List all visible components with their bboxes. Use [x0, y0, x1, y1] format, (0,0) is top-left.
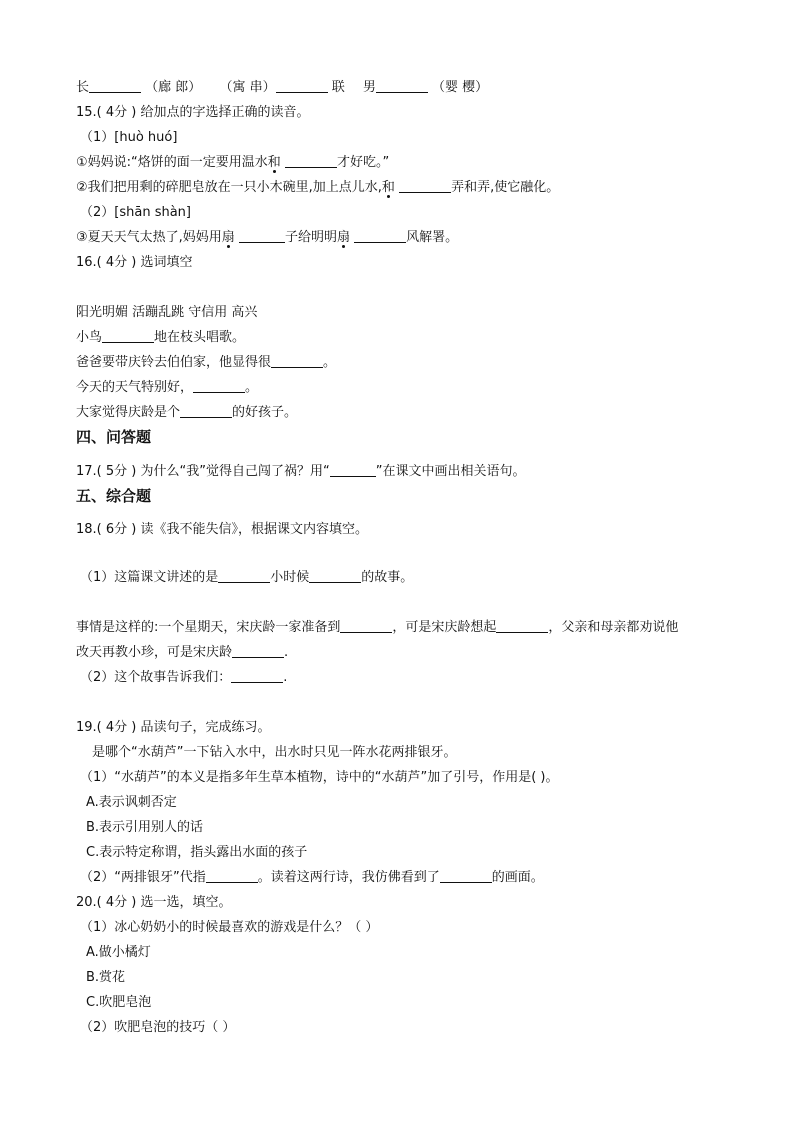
answer-blank[interactable]: [218, 569, 270, 583]
answer-blank[interactable]: [102, 329, 154, 343]
question-17: 17.( 5分 ) 为什么“我”觉得自己闯了祸？用“ ”在课文中画出相关语句。: [76, 464, 526, 479]
answer-blank[interactable]: [239, 229, 285, 243]
q19-part-1: （1）“水葫芦”的本义是指多年生草本植物，诗中的“水葫芦”加了引号，作用是( )。: [80, 770, 559, 785]
answer-blank[interactable]: [285, 154, 337, 168]
q16-sentence-1: 小鸟 地在枝头唱歌。: [76, 330, 246, 345]
section-5-heading: 五、综合题: [76, 487, 152, 505]
q19-option-a[interactable]: A.表示讽刺否定: [86, 795, 177, 810]
q16-sentence-4: 大家觉得庆龄是个 的好孩子。: [76, 405, 298, 420]
q15-sentence-1: ①妈妈说:“烙饼的面一定要用温水和 才好吃。”: [76, 155, 390, 170]
answer-blank[interactable]: [232, 644, 284, 658]
answer-blank[interactable]: [496, 619, 548, 633]
q15-sentence-3: ③夏天天气太热了,妈妈用扇 子给明明扇 风解署。: [76, 230, 459, 245]
q20-part-2: （2）吹肥皂泡的技巧（ ）: [80, 1020, 236, 1035]
q15-sentence-2: ②我们把用剩的碎肥皂放在一只小木碗里,加上点儿水,和 弄和弄,使它融化。: [76, 180, 560, 195]
q18-part-2: （2）这个故事告诉我们： .: [80, 670, 288, 685]
dotted-char: 扇: [221, 230, 235, 245]
question-16-title: 16.( 4分 ) 选词填空: [76, 255, 193, 270]
question-20-title: 20.( 4分 ) 选一选，填空。: [76, 895, 232, 910]
answer-blank[interactable]: [399, 179, 451, 193]
q20-option-c[interactable]: C.吹肥皂泡: [86, 995, 152, 1010]
q20-option-a[interactable]: A.做小橘灯: [86, 945, 151, 960]
question-18-title: 18.( 6分 ) 读《我不能失信》，根据课文内容填空。: [76, 522, 368, 537]
q16-word-bank: 阳光明媚 活蹦乱跳 守信用 高兴: [76, 305, 258, 320]
q20-option-b[interactable]: B.赏花: [86, 970, 126, 985]
q16-sentence-2: 爸爸要带庆铃去伯伯家，他显得很 。: [76, 355, 337, 370]
q16-sentence-3: 今天的天气特别好， 。: [76, 380, 259, 395]
answer-blank[interactable]: [231, 669, 283, 683]
answer-blank[interactable]: [376, 79, 428, 93]
answer-blank[interactable]: [354, 229, 406, 243]
word-choice-line: 长 （廊 郎） （寓 串） 联 男 （婴 樱）: [76, 80, 489, 95]
answer-blank[interactable]: [89, 79, 141, 93]
q15-part-2-pinyin: （2）[shān shàn]: [80, 205, 191, 220]
q20-part-1: （1）冰心奶奶小的时候最喜欢的游戏是什么？（ ）: [80, 920, 379, 935]
q18-story-line-2: 改天再教小珍，可是宋庆龄 .: [76, 645, 289, 660]
dotted-char: 和: [381, 180, 395, 195]
section-4-heading: 四、问答题: [76, 428, 152, 446]
answer-blank[interactable]: [276, 79, 328, 93]
answer-blank[interactable]: [340, 619, 392, 633]
answer-blank[interactable]: [440, 869, 492, 883]
answer-blank[interactable]: [309, 569, 361, 583]
answer-blank[interactable]: [206, 869, 258, 883]
q19-option-c[interactable]: C.表示特定称谓，指头露出水面的孩子: [86, 845, 308, 860]
question-15-title: 15.( 4分 ) 给加点的字选择正确的读音。: [76, 105, 310, 120]
answer-blank[interactable]: [330, 463, 376, 477]
q19-part-2: （2）“两排银牙”代指 。读着这两行诗，我仿佛看到了 的画面。: [80, 870, 544, 885]
answer-blank[interactable]: [271, 354, 323, 368]
q19-option-b[interactable]: B.表示引用别人的话: [86, 820, 204, 835]
q19-quote: 是哪个“水葫芦”一下钻入水中，出水时只见一阵水花两排银牙。: [92, 745, 457, 760]
q18-story-line-1: 事情是这样的:一个星期天，宋庆龄一家准备到 ，可是宋庆龄想起 ，父亲和母亲都劝说他: [76, 620, 679, 635]
answer-blank[interactable]: [193, 379, 245, 393]
q15-part-1-pinyin: （1）[huò huó]: [80, 130, 178, 145]
question-19-title: 19.( 4分 ) 品读句子，完成练习。: [76, 720, 271, 735]
q18-part-1: （1）这篇课文讲述的是 小时候 的故事。: [80, 570, 414, 585]
dotted-char: 和: [267, 155, 281, 170]
dotted-char: 扇: [336, 230, 350, 245]
answer-blank[interactable]: [180, 404, 232, 418]
